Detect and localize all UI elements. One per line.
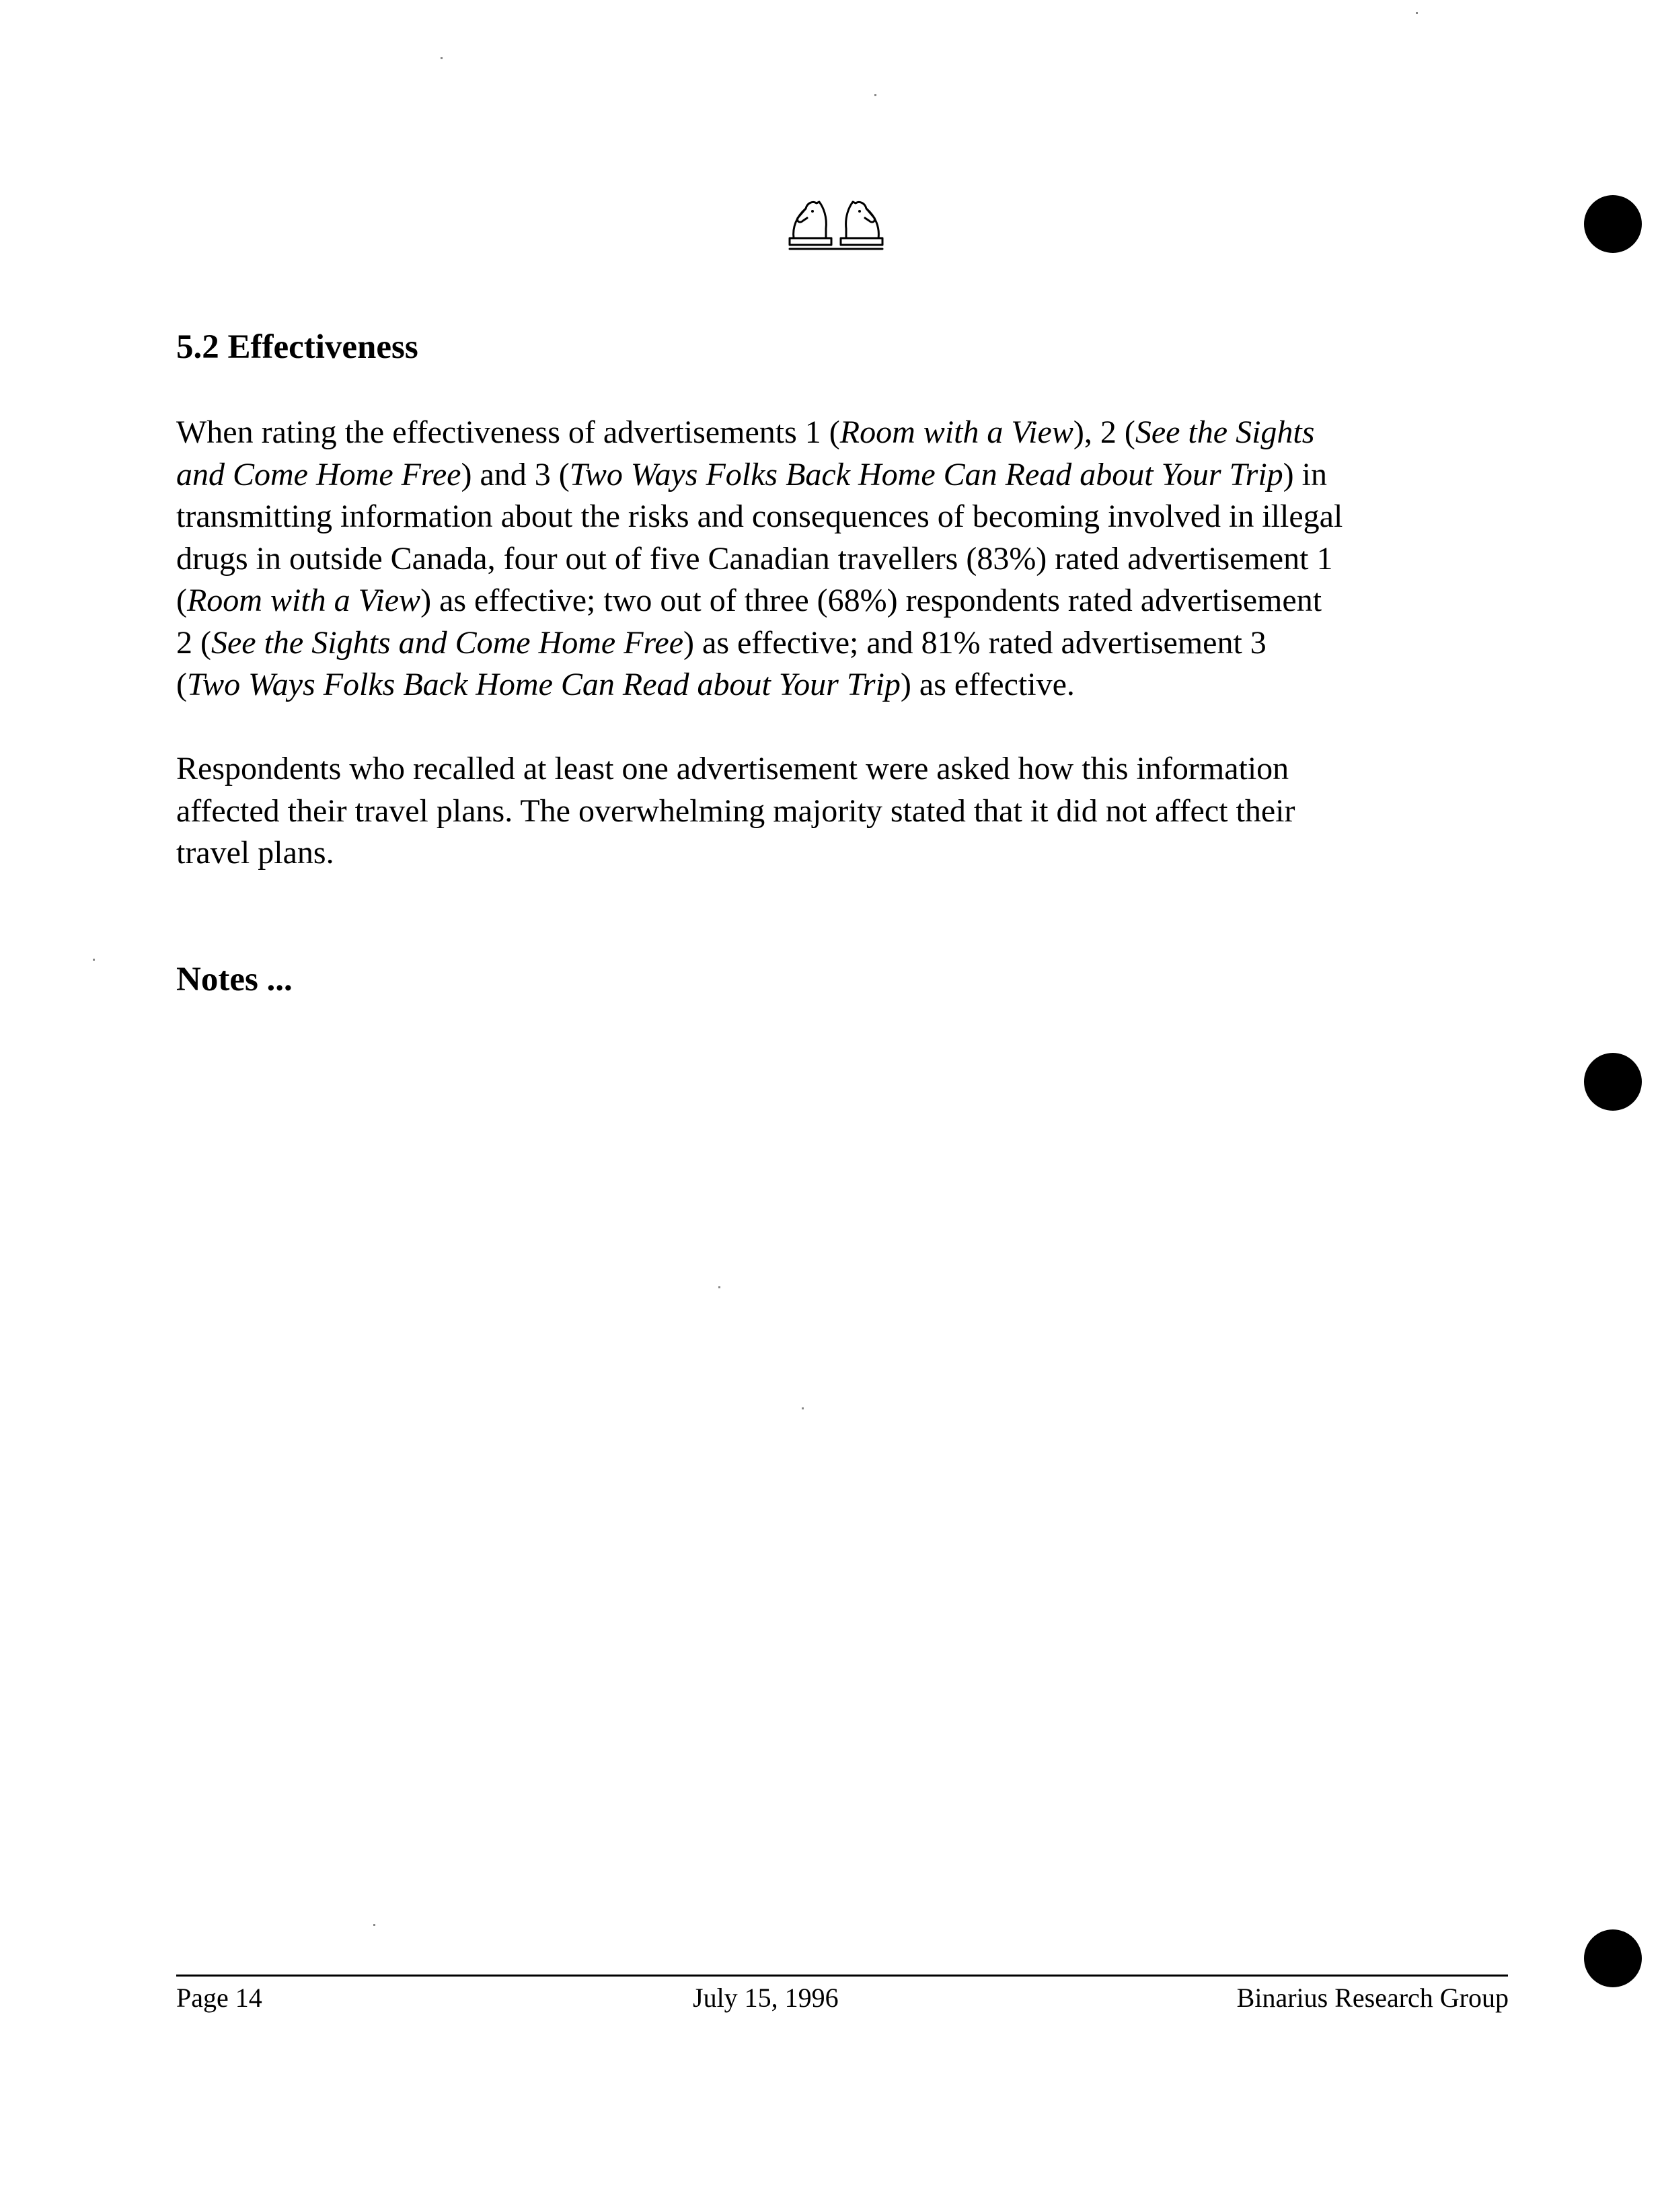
paragraph-line <box>176 538 1343 581</box>
paragraph-line <box>176 664 1343 706</box>
punch-hole-bottom <box>1584 1929 1642 1987</box>
effectiveness-paragraph <box>176 412 1343 706</box>
text-run: ) in <box>1283 456 1327 492</box>
advertisement-title: See the Sights and Come Home Free <box>211 624 684 661</box>
text-run: ( <box>176 583 187 618</box>
paragraph-line: travel plans. <box>176 835 334 871</box>
text-run: ) and 3 ( <box>461 456 570 492</box>
text-run: ( <box>176 667 187 702</box>
paragraph-line <box>176 454 1343 496</box>
text-run: ) as effective; two out of three (68%) respondents rated advertisement <box>420 583 1322 618</box>
text-run: 2 ( <box>176 624 211 661</box>
notes-heading: Notes ... <box>176 961 293 998</box>
advertisement-title: Two Ways Folks Back Home Can Read about Your Trip <box>186 667 901 702</box>
footer-date: July 15, 1996 <box>693 1983 839 2013</box>
paragraph-line: Respondents who recalled at least one advertisement were asked how this information <box>176 751 1289 786</box>
scan-speck <box>93 959 95 961</box>
paragraph-line: affected their travel plans. The overwhelming majority stated that it did not affect their <box>176 792 1295 829</box>
text-run: transmitting information about the risks and consequences of becoming involved in illegal <box>176 499 1343 534</box>
text-run: ), 2 ( <box>1073 414 1135 450</box>
footer-page-number: Page 14 <box>176 1983 262 2013</box>
advertisement-title: Room with a View <box>186 583 421 618</box>
advertisement-title: and Come Home Free <box>176 456 461 492</box>
scan-speck <box>441 57 443 59</box>
paragraph-line <box>176 412 1343 454</box>
paragraph-line <box>176 496 1343 538</box>
footer-divider <box>176 1975 1508 1977</box>
advertisement-title: Two Ways Folks Back Home Can Read about Your Trip <box>569 456 1283 492</box>
travel-plans-paragraph <box>176 748 1295 875</box>
scan-speck <box>718 1286 720 1288</box>
text-run: ) as effective. <box>900 667 1075 702</box>
text-run: ) as effective; and 81% rated advertisement 3 <box>683 624 1267 661</box>
scan-speck <box>874 94 876 96</box>
advertisement-title: See the Sights <box>1135 414 1315 450</box>
text-run: When rating the effectiveness of advertisements 1 ( <box>176 414 840 450</box>
text-run: drugs in outside Canada, four out of five Canadian travellers (83%) rated advertisement 1 <box>176 540 1333 577</box>
paragraph-line <box>176 622 1343 665</box>
scan-speck <box>802 1407 804 1409</box>
scan-speck <box>1416 12 1418 14</box>
punch-hole-top <box>1584 195 1642 253</box>
scan-speck <box>373 1924 375 1926</box>
advertisement-title: Room with a View <box>839 414 1073 450</box>
footer-organization: Binarius Research Group <box>1236 1983 1509 2013</box>
knight-chess-pieces-logo <box>787 194 885 254</box>
section-heading: 5.2 Effectiveness <box>176 328 418 366</box>
punch-hole-middle <box>1584 1053 1642 1111</box>
paragraph-line <box>176 580 1343 622</box>
